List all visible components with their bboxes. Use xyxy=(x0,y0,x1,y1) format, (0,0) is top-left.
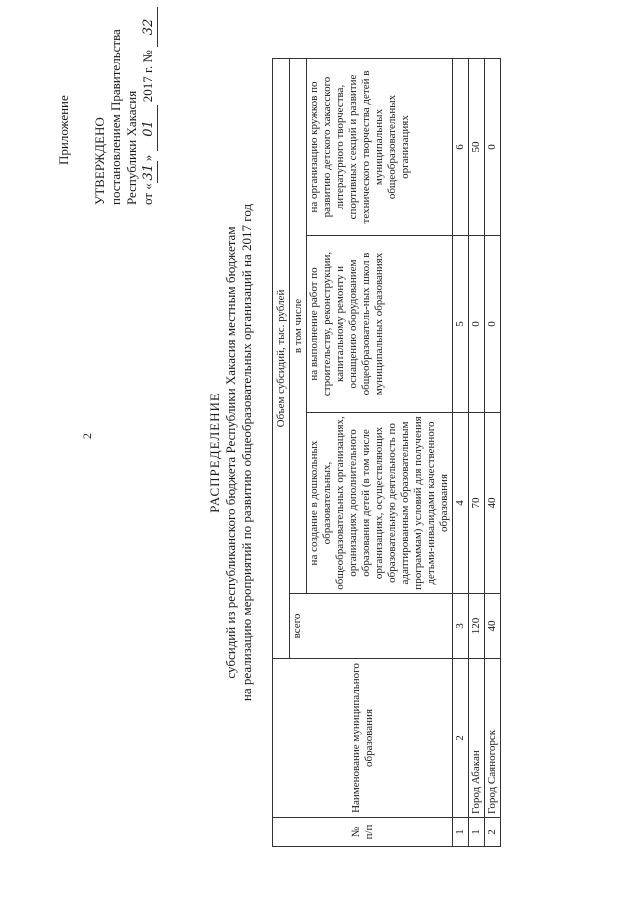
row-total: 120 xyxy=(469,594,485,659)
date-year: 2017 г. № xyxy=(140,50,155,103)
header-including: в том числе xyxy=(290,59,307,594)
row-no: 2 xyxy=(485,818,501,847)
column-number: 2 xyxy=(453,659,469,818)
row-subsidy-construction: 0 xyxy=(485,236,501,413)
row-subsidy-clubs: 50 xyxy=(469,59,485,236)
date-month: 01 xyxy=(141,105,158,151)
table-row xyxy=(469,59,485,847)
row-subsidy-inclusive-education: 40 xyxy=(485,413,501,594)
date-day: 31 xyxy=(141,161,158,183)
header-subsidy-clubs: на организацию кружков по развитию детского хакасского литературного творчества, спортивных секций и развитие технического творчества детей в муниципальных общеобразовательных организациях xyxy=(307,59,453,236)
table-row xyxy=(485,59,501,847)
column-number: 5 xyxy=(453,236,469,413)
heading-line-2: на реализацию мероприятий по развитию общеобразовательных организаций на 2017 год xyxy=(239,203,254,702)
approved-label: УТВЕРЖДЕНО xyxy=(92,117,107,205)
column-number: 3 xyxy=(453,594,469,659)
date-prefix: от « xyxy=(140,183,155,205)
subsidy-table xyxy=(272,58,501,847)
row-subsidy-construction: 0 xyxy=(469,236,485,413)
row-no: 1 xyxy=(469,818,485,847)
header-municipality: Наименование муниципального образования xyxy=(273,659,453,818)
header-volume: Объем субсидий, тыс. рублей xyxy=(273,59,290,659)
heading-line-1: субсидий из республиканского бюджета Республики Хакасия местным бюджетам xyxy=(223,226,238,679)
row-subsidy-clubs: 0 xyxy=(485,59,501,236)
row-municipality: Город Абакан xyxy=(469,659,485,818)
row-subsidy-inclusive-education: 70 xyxy=(469,413,485,594)
appendix-label: Приложение xyxy=(56,95,71,165)
date-mid: » xyxy=(140,154,155,162)
document-title: РАСПРЕДЕЛЕНИЕ xyxy=(207,392,222,513)
header-subsidy-construction: на выполнение работ по строительству, реконструкции, капитальному ремонту и оснащению оборудованием общеобразователь-ных школ в муниципальных образованиях xyxy=(307,236,453,413)
column-number: 4 xyxy=(453,413,469,594)
column-numbers-row xyxy=(453,59,469,847)
approval-date-line xyxy=(140,7,158,205)
page-number: 2 xyxy=(80,433,94,439)
column-number: 6 xyxy=(453,59,469,236)
header-no: № п/п xyxy=(273,818,453,847)
header-total: всего xyxy=(290,594,453,659)
header-subsidy-inclusive-education: на создание в дошкольных образовательных, общеобразовательных организациях, организациях дополнительного образования детей (в том числе организациях, осуществляющих образовательную деятельность по адаптированным образовательным программам) условий для получения детьми-инвалидами качественного образования xyxy=(307,413,453,594)
approval-line-1: постановлением Правительства xyxy=(108,29,123,205)
column-number: 1 xyxy=(453,818,469,847)
document-heading xyxy=(207,0,255,905)
row-total: 40 xyxy=(485,594,501,659)
row-municipality: Город Саяногорск xyxy=(485,659,501,818)
approval-stamp xyxy=(56,7,158,205)
approval-line-2: Республики Хакасия xyxy=(124,90,139,205)
decree-number: 32 xyxy=(141,7,158,47)
